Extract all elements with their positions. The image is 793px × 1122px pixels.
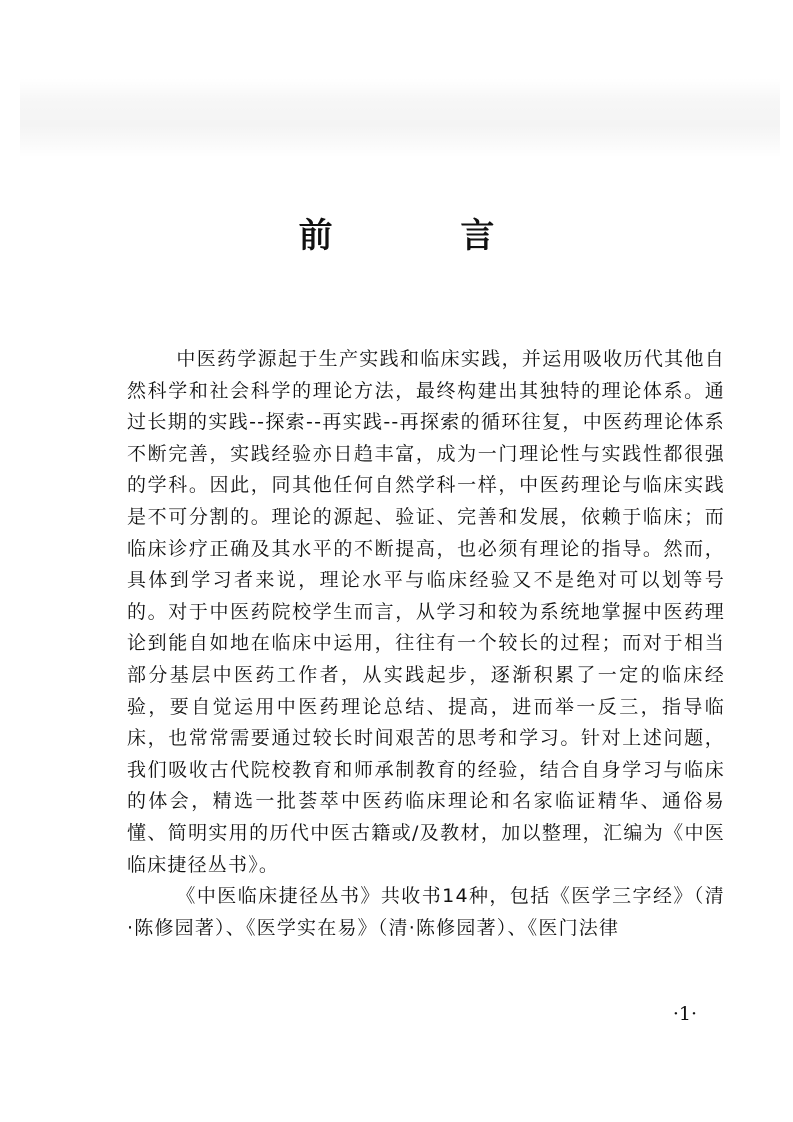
page-number: ·1· xyxy=(672,1003,697,1025)
paragraph-1: 中医药学源起于生产实践和临床实践，并运用吸收历代其他自然科学和社会科学的理论方法，最终构建出其独特的理论体系。通过长期的实践--探索--再实践--再探索的循环往复，中医药理论体系不断完善，实践经验亦日趋丰富，成为一门理论性与实践性都很强的学科。因此，同其他任何自然学科一样，中医药理论与临床实践是不可分割的。理论的源起、验证、完善和发展，依赖于临床；而临床诊疗正确及其水平的不断提高，也必须有理论的指导。然而，具体到学习者来说，理论水平与临床经验又不是绝对可以划等号的。对于中医药院校学生而言，从学习和较为系统地掌握中医药理论到能自如地在临床中运用，往往有一个较长的过程；而对于相当部分基层中医药工作者，从实践起步，逐渐积累了一定的临床经验，要自觉运用中医药理论总结、提高，进而举一反三，指导临床，也常常需要通过较长时间艰苦的思考和学习。针对上述问题，我们吸收古代院校教育和师承制教育的经验，结合自身学习与临床的体会，精选一批荟萃中医药临床理论和名家临证精华、通俗易懂、简明实用的历代中医古籍或/及教材，加以整理，汇编为《中医临床捷径丛书》。 xyxy=(127,348,725,876)
paragraph-2: 《中医临床捷径丛书》共收书14种，包括《医学三字经》（清·陈修园著）、《医学实在易》（清·陈修园著）、《医门法律 xyxy=(127,885,725,939)
page-title: 前 言 xyxy=(298,216,553,256)
preface-body xyxy=(127,344,725,944)
scan-shadow-band xyxy=(20,78,780,158)
